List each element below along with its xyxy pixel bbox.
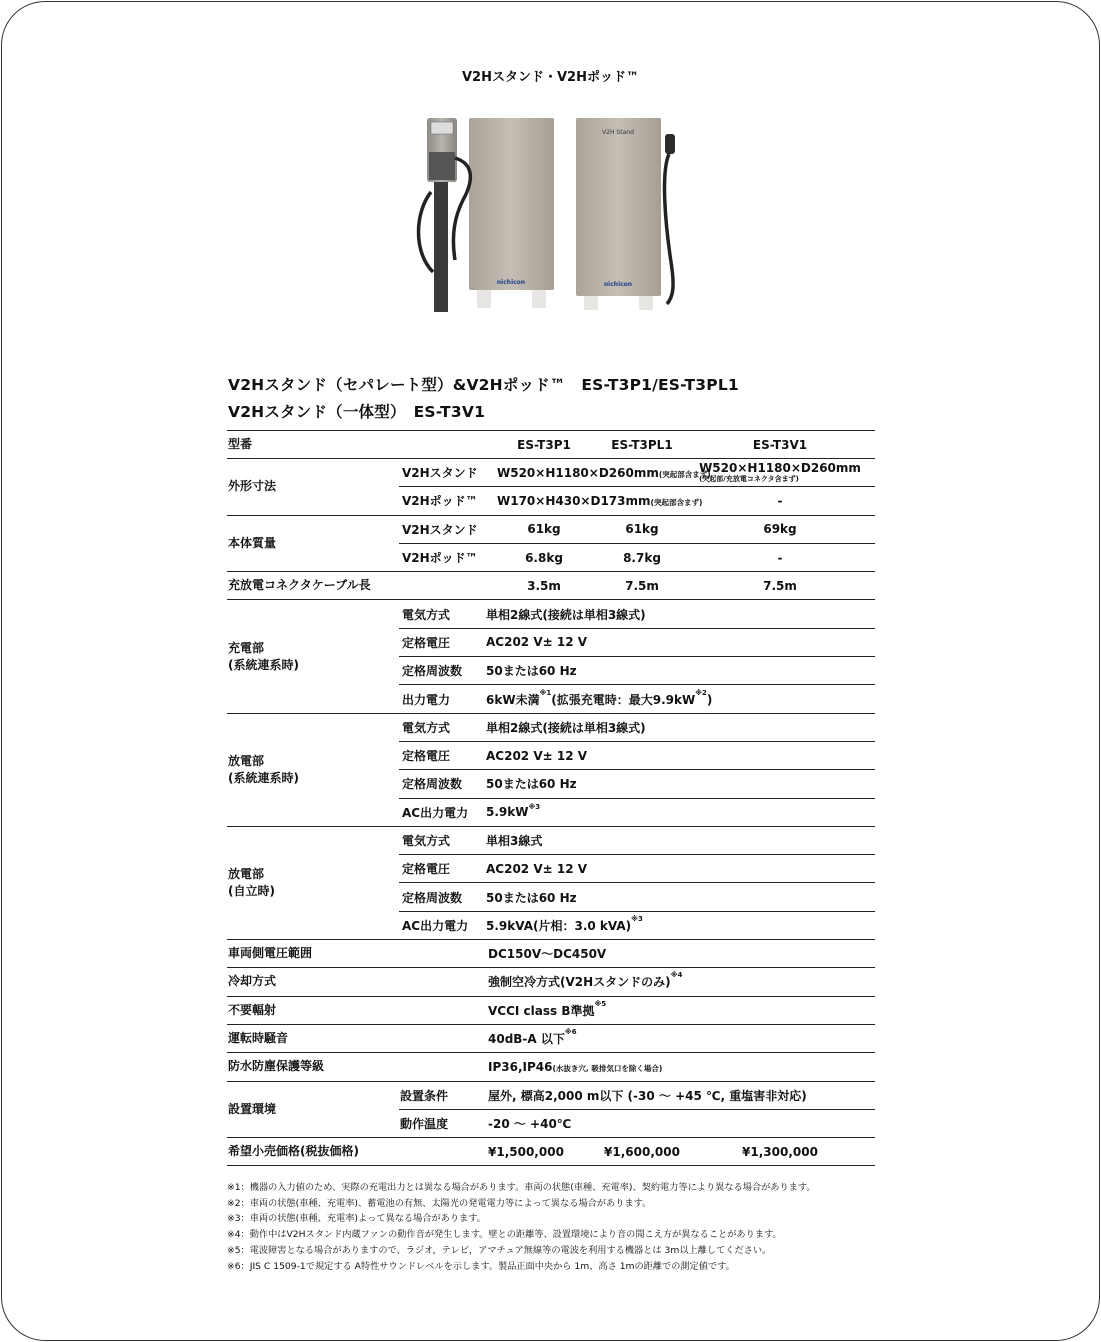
table-row [227,996,875,1024]
stand-separate-body [469,118,554,290]
footnotes [227,1180,816,1274]
dimensions-stand-v1-note: (突起部/充放電コネクタ含まず) [699,474,799,483]
charge-label-line2: (系統連系時) [228,657,299,672]
ip-note: (水抜き穴, 吸排気口を除く場合) [552,1063,663,1073]
dimensions-stand-note: (突起部含まず) [658,469,711,479]
header-col1: ES-T3P1 [485,431,575,459]
heading-line1: V2Hスタンド（セパレート型）&V2Hポッド™ ES-T3P1/ES-T3PL1 [228,376,739,394]
noise-cell [485,1024,875,1052]
table-row [227,826,875,854]
charge-row-label: 定格周波数 [399,657,485,685]
voltage-range-label: 車両側電圧範囲 [227,940,485,968]
footnote-ref: ※6 [564,1028,577,1037]
emission-cell [485,996,875,1024]
mass-stand-col2: 61kg [575,515,685,543]
table-row [227,572,875,600]
stand-label: V2H Stand [602,129,634,136]
brand-logo-left: nichicon [496,279,526,286]
footnote: ※6：JIS C 1509-1で規定する A特性サウンドレベルを示します。製品正面中央から 1m、高さ 1mの距離での測定値です。 [227,1260,735,1272]
discharge-grid-label-line1: 放電部 [228,753,265,768]
dimensions-stand-value: W520×H1180×D260mm [497,465,659,480]
mass-pod-col3: - [685,543,875,571]
footnote: ※4：動作中はV2Hスタンド内蔵ファンの動作音が発生します。壁との距離等、設置環境により音の聞こえ方が異なることがあります。 [227,1229,782,1241]
mass-stand-col1: 61kg [485,515,575,543]
dimensions-pod-note: (突起部含まず) [650,497,703,507]
cable-label: 充放電コネクタケーブル長 [227,572,485,600]
discharge-grid-output [485,798,875,826]
dimensions-stand-label: V2Hスタンド [399,459,485,487]
emission-value: VCCI class B準拠 [488,1003,595,1018]
discharge-self-row-label: 定格電圧 [399,855,485,883]
charge-output-b: (拡張充電時：最大9.9kW [551,692,696,707]
discharge-grid-row-label: 定格周波数 [399,770,485,798]
charge-row-label: 定格電圧 [399,628,485,656]
discharge-grid-output-value: 5.9kW [486,805,529,820]
voltage-range-value: DC150V〜DC450V [485,940,875,968]
charge-output-value [485,685,875,713]
cooling-label: 冷却方式 [227,968,485,996]
discharge-grid-row-value: AC202 V± 12 V [485,741,875,769]
table-row [227,968,875,996]
discharge-grid-label [227,713,399,826]
table-row [227,1138,875,1166]
footnote: ※1：機器の入力値のため、実際の充電出力とは異なる場合があります。車両の状態(車種、充電率)、契約電力等により異なる場合があります。 [227,1182,816,1193]
charge-row-value: AC202 V± 12 V [485,628,875,656]
emission-label: 不要輻射 [227,996,485,1024]
spec-table [227,430,875,1166]
product-photo [415,112,687,317]
discharge-grid-row-value: 単相2線式(接続は単相3線式) [485,713,875,741]
ip-value: IP36,IP46 [488,1059,553,1074]
mass-pod-label: V2Hポッド™ [399,543,485,571]
charge-output-c: ) [706,692,713,707]
footnote-ref: ※2 [695,688,707,697]
dimensions-pod-label: V2Hポッド™ [399,487,485,515]
charge-row-label: 出力電力 [399,685,485,713]
table-row [227,1081,875,1109]
header-col2: ES-T3PL1 [575,431,685,459]
cable-col3: 7.5m [685,572,875,600]
price-col2: ¥1,600,000 [575,1138,685,1166]
discharge-grid-row-label: AC出力電力 [399,798,485,826]
discharge-self-label-line1: 放電部 [228,866,265,881]
footnote-ref: ※1 [539,688,552,697]
discharge-grid-row-label: 電気方式 [399,713,485,741]
discharge-self-row-value: 50または60 Hz [485,883,875,911]
charge-output-a: 6kW未満 [486,692,540,707]
ip-label: 防水防塵保護等級 [227,1053,485,1081]
cable-col2: 7.5m [575,572,685,600]
discharge-self-label-line2: (自立時) [228,883,275,898]
page-title: V2Hスタンド・V2Hポッド™ [462,70,639,85]
dimensions-pod-value: W170×H430×D173mm [497,493,651,508]
dimensions-stand-v1-value: W520×H1180×D260mm [699,460,861,475]
price-col3: ¥1,300,000 [685,1138,875,1166]
environment-cond-value: 屋外, 標高2,000 m以下 (-30 〜 +45 ℃, 重塩害非対応) [485,1081,875,1109]
table-row [227,713,875,741]
discharge-self-label [227,826,399,939]
noise-value: 40dB-A 以下 [488,1032,565,1047]
footnote: ※5：電波障害となる場合がありますので、ラジオ，テレビ，アマチュア無線等の電波を利用する機器とは 3m以上離してください。 [227,1244,772,1256]
discharge-grid-label-line2: (系統連系時) [228,770,299,785]
dimensions-pod-v1: - [685,487,875,515]
environment-temp-label: 動作温度 [399,1109,485,1137]
footnote-ref: ※3 [528,803,541,812]
price-col1: ¥1,500,000 [485,1138,575,1166]
environment-temp-value: -20 〜 +40℃ [485,1109,875,1137]
footnote-ref: ※4 [670,971,683,980]
cable-col1: 3.5m [485,572,575,600]
heading-line2: V2Hスタンド（一体型） ES-T3V1 [228,403,486,421]
discharge-grid-row-label: 定格電圧 [399,741,485,769]
dimensions-stand-cell [485,459,711,487]
charge-row-label: 電気方式 [399,600,485,628]
charge-row-value: 50または60 Hz [485,657,875,685]
table-row [227,515,875,543]
footnote: ※3：車両の状態(車種、充電率)よって異なる場合があります。 [227,1213,486,1225]
discharge-self-row-value: 単相3線式 [485,826,875,854]
discharge-self-row-label: AC出力電力 [399,911,485,939]
footnote-ref: ※3 [631,914,643,923]
header-label: 型番 [227,431,399,459]
mass-pod-col2: 8.7kg [575,543,685,571]
brand-logo-right: nichicon [603,281,633,288]
table-row [227,600,875,628]
environment-label: 設置環境 [227,1081,399,1138]
charge-row-value: 単相2線式(接続は単相3線式) [485,600,875,628]
noise-label: 運転時騒音 [227,1024,485,1052]
dimensions-label: 外形寸法 [227,459,399,516]
table-header-row [227,431,875,459]
discharge-self-output-value: 5.9kVA(片相：3.0 kVA) [486,918,632,933]
footnote-ref: ※5 [594,999,607,1008]
table-row [227,940,875,968]
discharge-self-row-label: 電気方式 [399,826,485,854]
mass-stand-label: V2Hスタンド [399,515,485,543]
discharge-self-output [485,911,875,939]
discharge-grid-row-value: 50または60 Hz [485,770,875,798]
footnote: ※2：車両の状態(車種、充電率)、蓄電池の有無、太陽光の発電電力等によって異なる場合があります。 [227,1197,652,1209]
mass-label: 本体質量 [227,515,399,572]
dimensions-stand-v1-cell [685,459,875,487]
cooling-value: 強制空冷方式(V2Hスタンドのみ) [488,975,671,990]
dimensions-pod-cell [485,487,703,515]
discharge-self-row-value: AC202 V± 12 V [485,855,875,883]
charge-label-line1: 充電部 [228,640,265,655]
stand-integrated-body [576,118,661,296]
mass-pod-col1: 6.8kg [485,543,575,571]
header-col3: ES-T3V1 [685,431,875,459]
table-row [227,1024,875,1052]
discharge-self-row-label: 定格周波数 [399,883,485,911]
cooling-cell [485,968,875,996]
table-row [227,459,875,487]
environment-cond-label: 設置条件 [399,1081,485,1109]
price-label: 希望小売価格(税抜価格) [227,1138,485,1166]
mass-stand-col3: 69kg [685,515,875,543]
charge-label [227,600,399,713]
table-row [227,1053,875,1081]
ip-cell [485,1053,875,1081]
